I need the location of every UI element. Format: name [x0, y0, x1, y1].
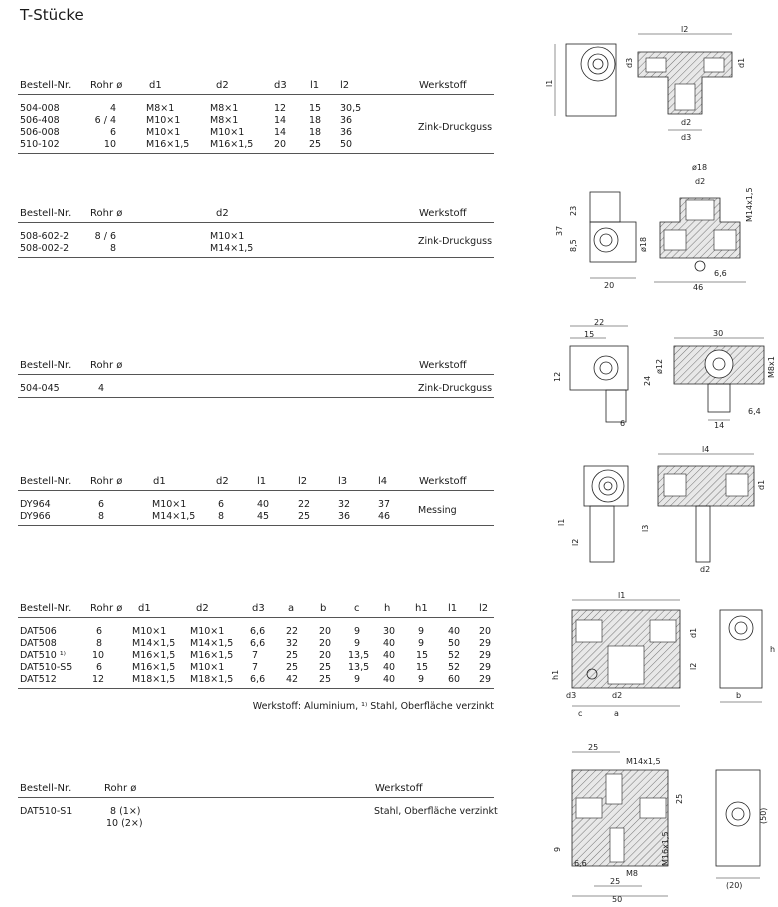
cell: M10×1	[210, 231, 245, 242]
col-l4: l4	[378, 476, 388, 487]
table-header	[18, 360, 494, 374]
col-d2: d2	[216, 80, 229, 91]
cell: 29	[479, 674, 492, 685]
cell: 50	[448, 638, 461, 649]
dim-label: 6,4	[748, 407, 761, 416]
cell: 32	[338, 499, 351, 510]
cell: 25	[309, 139, 322, 150]
col-rohr: Rohr ø	[90, 360, 123, 371]
material-label: Zink-Druckguss	[418, 383, 493, 394]
cell: 8	[218, 511, 225, 522]
cell: M14×1,5	[210, 243, 254, 254]
cell: M10×1	[146, 127, 181, 138]
material-label: Zink-Druckguss	[418, 122, 493, 133]
dim-label: l2	[571, 538, 580, 546]
col-d1: d1	[153, 476, 166, 487]
cell: 22	[298, 499, 311, 510]
dim-label: M14x1,5	[626, 757, 661, 766]
cell: 13,5	[348, 662, 370, 673]
dim-label: d2	[612, 691, 623, 700]
cell: M16×1,5	[210, 139, 254, 150]
table-section-1	[18, 80, 494, 154]
cell: 504-045	[20, 383, 60, 394]
table-header	[18, 476, 494, 490]
cell: 20	[319, 626, 332, 637]
cell: 37	[378, 499, 391, 510]
dim-label: 14	[714, 421, 725, 430]
table-row	[18, 818, 494, 830]
cell: M16×1,5	[146, 139, 190, 150]
cell: M10×1	[190, 662, 225, 673]
cell: 40	[383, 662, 396, 673]
cell: 6	[96, 662, 103, 673]
dim-label: 25	[588, 743, 599, 752]
material-label: Stahl, Oberfläche verzinkt	[374, 806, 498, 817]
cell: 8	[109, 243, 116, 254]
cell: 8	[96, 638, 103, 649]
cell: 9	[354, 626, 361, 637]
cell: 22	[286, 626, 299, 637]
cell: 10	[92, 650, 105, 661]
cell: 45	[257, 511, 270, 522]
cell: 15	[416, 650, 429, 661]
cell: M16×1,5	[132, 662, 176, 673]
table-header	[18, 80, 494, 94]
cell: 14	[274, 127, 287, 138]
dim-label: d1	[689, 627, 698, 638]
cell: DAT506	[20, 626, 57, 637]
cell: 18	[309, 115, 322, 126]
col-bestell-nr: Bestell-Nr.	[20, 208, 72, 219]
cell: 6	[109, 127, 116, 138]
col-bestell-nr: Bestell-Nr.	[20, 360, 72, 371]
col-werkstoff: Werkstoff	[375, 783, 423, 794]
cell: 29	[479, 662, 492, 673]
dim-label: ø12	[655, 358, 664, 374]
table-header	[18, 208, 494, 222]
col-rohr: Rohr ø	[90, 603, 123, 614]
cell: 10	[103, 139, 116, 150]
col-werkstoff: Werkstoff	[419, 80, 467, 91]
cell: 50	[340, 139, 353, 150]
cell: 25	[286, 662, 299, 673]
cell: 40	[383, 650, 396, 661]
cell: 36	[340, 115, 353, 126]
cell: 18	[309, 127, 322, 138]
cell: 32	[286, 638, 299, 649]
col-l1: l1	[448, 603, 458, 614]
table-section-6	[18, 783, 498, 830]
col-d2: d2	[216, 208, 229, 219]
col-rohr: Rohr ø	[90, 476, 123, 487]
cell: 52	[448, 662, 461, 673]
dim-label: 15	[584, 330, 595, 339]
cell: M16×1,5	[132, 650, 176, 661]
dim-label: l3	[641, 524, 650, 532]
cell: M8×1	[210, 115, 239, 126]
dim-label: d1	[737, 57, 746, 68]
col-bestell-nr: Bestell-Nr.	[20, 80, 72, 91]
cell: 40	[383, 638, 396, 649]
table-row	[18, 626, 494, 638]
dim-label: 20	[604, 281, 615, 290]
cell: 52	[448, 650, 461, 661]
dim-label: 6,6	[714, 269, 727, 278]
col-d2: d2	[196, 603, 209, 614]
cell: 506-008	[20, 127, 60, 138]
dim-label: b	[736, 691, 742, 700]
dim-label: l1	[545, 79, 554, 87]
col-bestell-nr: Bestell-Nr.	[20, 783, 72, 794]
col-d2: d2	[216, 476, 229, 487]
dim-label: h1	[551, 669, 560, 680]
cell: M18×1,5	[190, 674, 234, 685]
cell: M10×1	[146, 115, 181, 126]
col-c: c	[354, 603, 360, 614]
table-row	[18, 806, 498, 818]
cell: DAT512	[20, 674, 57, 685]
dim-label: d2	[695, 177, 706, 186]
col-bestell-nr: Bestell-Nr.	[20, 476, 72, 487]
cell: 508-002-2	[20, 243, 70, 254]
dim-label: 25	[675, 793, 684, 804]
dim-label: 23	[569, 205, 578, 216]
col-werkstoff: Werkstoff	[419, 360, 467, 371]
dim-label: d3	[566, 691, 577, 700]
dim-label: d2	[700, 565, 711, 574]
cell: 40	[448, 626, 461, 637]
cell: 504-008	[20, 103, 60, 114]
cell: 20	[319, 650, 332, 661]
cell: 30,5	[340, 103, 362, 114]
cell: M16×1,5	[190, 650, 234, 661]
dim-label: l2	[689, 662, 698, 670]
cell: 30	[383, 626, 396, 637]
dim-label: 9	[553, 846, 562, 852]
cell: 6	[98, 499, 105, 510]
dim-label: d2	[681, 118, 692, 127]
col-l2: l2	[340, 80, 350, 91]
col-rohr: Rohr ø	[90, 208, 123, 219]
table-header	[18, 603, 494, 617]
cell: 8 / 6	[94, 231, 116, 242]
table-row	[18, 650, 494, 662]
cell: 29	[479, 638, 492, 649]
cell: 29	[479, 650, 492, 661]
drawing-3	[550, 316, 778, 434]
cell: 25	[319, 674, 332, 685]
dim-label: l4	[702, 445, 710, 454]
col-l1: l1	[257, 476, 267, 487]
table-section-4	[18, 476, 494, 526]
page-title: T-Stücke	[20, 6, 84, 24]
dim-label: 22	[594, 318, 605, 327]
dim-label: a	[614, 709, 619, 718]
cell: M8×1	[146, 103, 175, 114]
cell: 506-408	[20, 115, 60, 126]
cell: 8	[98, 511, 105, 522]
cell: 10 (2×)	[106, 818, 143, 829]
cell: 14	[274, 115, 287, 126]
dim-label: 30	[713, 329, 724, 338]
dim-label: d3	[625, 57, 634, 68]
dim-label: 46	[693, 283, 704, 292]
cell: 15	[416, 662, 429, 673]
cell: 6	[96, 626, 103, 637]
dim-label: d3	[681, 133, 692, 142]
cell: M14×1,5	[152, 511, 196, 522]
table-section-5	[18, 603, 494, 712]
col-h: h	[384, 603, 391, 614]
cell: 20	[274, 139, 287, 150]
cell: M18×1,5	[132, 674, 176, 685]
cell: 13,5	[348, 650, 370, 661]
cell: M10×1	[190, 626, 225, 637]
dim-label: ø18	[692, 163, 708, 172]
col-werkstoff: Werkstoff	[419, 476, 467, 487]
table-section-3	[18, 360, 494, 398]
dim-label: 37	[555, 225, 564, 236]
drawing-2	[550, 160, 778, 295]
cell: DAT508	[20, 638, 57, 649]
cell: M14×1,5	[190, 638, 234, 649]
dim-label: l1	[618, 591, 626, 600]
cell: 25	[286, 650, 299, 661]
dim-label: ø18	[639, 236, 648, 252]
cell: 40	[257, 499, 270, 510]
col-d1: d1	[149, 80, 162, 91]
dim-label: l2	[681, 25, 689, 34]
col-l2: l2	[298, 476, 308, 487]
col-l2: l2	[479, 603, 489, 614]
cell: 6,6	[250, 626, 266, 637]
cell: M10×1	[132, 626, 167, 637]
dim-label: h	[770, 645, 776, 654]
cell: 6 / 4	[94, 115, 116, 126]
cell: 9	[418, 638, 425, 649]
cell: DAT510-S1	[20, 806, 73, 817]
table-section-2	[18, 208, 494, 258]
cell: M14×1,5	[132, 638, 176, 649]
table-row	[18, 139, 494, 151]
cell: 36	[338, 511, 351, 522]
dim-label: l1	[557, 518, 566, 526]
cell: 25	[319, 662, 332, 673]
cell: 7	[252, 662, 259, 673]
cell: 4	[98, 383, 105, 394]
cell: 508-602-2	[20, 231, 70, 242]
cell: 4	[109, 103, 116, 114]
dim-label: M8x1	[767, 356, 776, 378]
cell: 42	[286, 674, 299, 685]
cell: 36	[340, 127, 353, 138]
dim-label: (50)	[759, 807, 768, 824]
cell: 9	[354, 638, 361, 649]
dim-label: M14x1,5	[745, 187, 754, 222]
cell: DY964	[20, 499, 51, 510]
cell: M10×1	[210, 127, 245, 138]
col-d3: d3	[252, 603, 265, 614]
cell: 12	[274, 103, 287, 114]
col-d1: d1	[138, 603, 151, 614]
cell: 46	[378, 511, 391, 522]
table-row	[18, 662, 494, 674]
cell: 9	[418, 626, 425, 637]
col-l3: l3	[338, 476, 348, 487]
cell: 8 (1×)	[110, 806, 141, 817]
cell: M10×1	[152, 499, 187, 510]
cell: DAT510 ¹⁾	[20, 650, 67, 661]
drawing-5	[550, 590, 778, 720]
cell: 25	[298, 511, 311, 522]
col-rohr: Rohr ø	[104, 783, 137, 794]
dim-label: 12	[553, 371, 562, 382]
drawing-6	[550, 738, 778, 904]
cell: 9	[418, 674, 425, 685]
table-row	[18, 103, 494, 115]
cell: 7	[252, 650, 259, 661]
dim-label: 25	[610, 877, 621, 886]
material-label: Messing	[418, 505, 457, 516]
cell: 6	[218, 499, 225, 510]
cell: 9	[354, 674, 361, 685]
drawing-4	[550, 442, 778, 576]
dim-label: M8	[626, 869, 638, 878]
col-d3: d3	[274, 80, 287, 91]
dim-label: 24	[643, 375, 652, 386]
dim-label: 6	[620, 419, 626, 428]
col-a: a	[288, 603, 295, 614]
table-row	[18, 383, 494, 395]
dim-label: (20)	[726, 881, 743, 890]
cell: 12	[92, 674, 105, 685]
drawing-1	[545, 22, 778, 152]
col-h1: h1	[415, 603, 428, 614]
cell: 60	[448, 674, 461, 685]
cell: M8×1	[210, 103, 239, 114]
material-label: Zink-Druckguss	[418, 236, 493, 247]
col-b: b	[320, 603, 327, 614]
dim-label: M16x1,5	[661, 831, 670, 866]
dim-label: 50	[612, 895, 623, 904]
col-l1: l1	[310, 80, 320, 91]
cell: 6,6	[250, 674, 266, 685]
cell: 20	[479, 626, 492, 637]
cell: DAT510-S5	[20, 662, 73, 673]
table-row	[18, 638, 494, 650]
col-bestell-nr: Bestell-Nr.	[20, 603, 72, 614]
cell: DY966	[20, 511, 51, 522]
cell: 510-102	[20, 139, 60, 150]
dim-label: 8,5	[569, 239, 578, 252]
cell: 6,6	[250, 638, 266, 649]
dim-label: d1	[757, 479, 766, 490]
table-row	[18, 674, 494, 686]
dim-label: 6,6	[574, 859, 587, 868]
cell: 15	[309, 103, 322, 114]
col-rohr: Rohr ø	[90, 80, 123, 91]
col-werkstoff: Werkstoff	[419, 208, 467, 219]
cell: 20	[319, 638, 332, 649]
cell: 40	[383, 674, 396, 685]
dim-label: c	[578, 709, 583, 718]
table-header	[18, 783, 494, 797]
footnote: Werkstoff: Aluminium, ¹⁾ Stahl, Oberfläche verzinkt	[252, 701, 494, 712]
